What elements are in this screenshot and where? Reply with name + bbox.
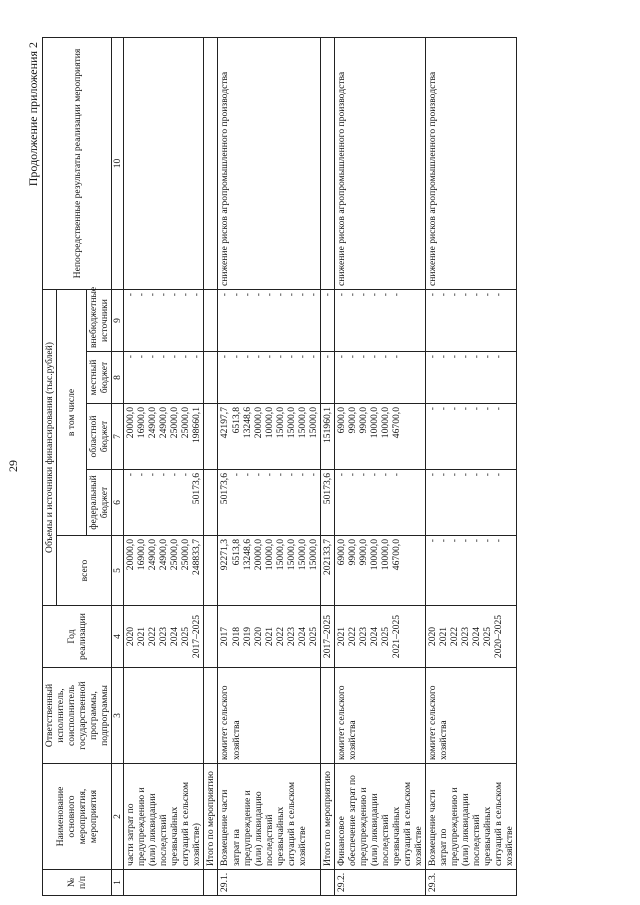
cell-value: 20000,0	[125, 407, 137, 439]
cell-value: -	[263, 292, 275, 297]
col-number: 7	[112, 404, 124, 470]
cell-value: 2021	[136, 626, 148, 647]
cell-value: 24900,0	[147, 407, 159, 439]
cell-value: -	[379, 292, 391, 297]
result-text: снижение рисков агропромышленного производства	[218, 37, 320, 289]
cell-value: 2021–2025	[390, 614, 402, 659]
cell-value: 2022	[449, 626, 461, 647]
cell-value: 2022	[274, 626, 286, 647]
cell-value: -	[346, 292, 358, 297]
cell-value: -	[390, 473, 402, 477]
cell-value: 2023	[357, 626, 369, 647]
cell-value: -	[136, 355, 148, 359]
cell-value: 6900,0	[335, 539, 347, 566]
cell-value: -	[180, 292, 192, 297]
cell-value: -	[438, 473, 450, 477]
cell-value: 10000,0	[368, 407, 380, 439]
regional-list	[426, 404, 517, 470]
cell-value: 2025	[180, 626, 192, 647]
cell-value: 13248,6	[241, 407, 253, 439]
cell-value: -	[449, 292, 461, 297]
cell-value: 2025	[482, 626, 494, 647]
cell-value: -	[263, 355, 275, 359]
cell-value: -	[296, 292, 308, 297]
page-number: 29	[6, 460, 20, 472]
executor-name: комитет сельского хозяйства	[334, 668, 425, 764]
cell-value: -	[241, 473, 253, 477]
cell-value: -	[191, 355, 203, 359]
table-row	[334, 37, 425, 895]
cell-value: -	[460, 292, 472, 297]
cell-value: -	[169, 355, 181, 359]
header-total: всего	[57, 536, 112, 606]
col-number: 10	[112, 37, 124, 289]
cell-value: -	[252, 292, 264, 297]
header-executor: Ответственный исполнитель, соисполнитель государственной программы, подпрограммы	[43, 668, 112, 764]
cell-value: -	[147, 473, 159, 477]
cell-value: 10000,0	[263, 539, 275, 571]
cell-value: 25000,0	[169, 407, 181, 439]
cell-value: 16900,0	[136, 407, 148, 439]
year-list	[204, 606, 218, 668]
cell-value: 50173,6	[191, 473, 203, 505]
local-list	[204, 352, 218, 404]
table-row	[124, 37, 204, 895]
cell-value: -	[427, 355, 439, 359]
federal-list	[204, 470, 218, 536]
col-number: 8	[112, 352, 124, 404]
column-numbers-row	[112, 37, 124, 895]
cell-value: -	[460, 473, 472, 477]
header-incl: в том числе	[57, 289, 87, 535]
cell-value: 9900,0	[346, 407, 358, 434]
regional-list	[204, 404, 218, 470]
cell-value: -	[147, 355, 159, 359]
local-list	[218, 352, 320, 404]
cell-value: -	[252, 355, 264, 359]
cell-value: 20000,0	[125, 539, 137, 571]
total-list	[320, 536, 334, 606]
cell-value: 15000,0	[296, 407, 308, 439]
cell-value: -	[274, 473, 286, 477]
header-year: Год реализации	[43, 606, 112, 668]
offbudget-list	[320, 289, 334, 351]
cell-value: -	[493, 407, 505, 411]
table-row	[218, 37, 320, 895]
cell-value: 2024	[296, 626, 308, 647]
result-text: снижение рисков агропромышленного производства	[426, 37, 517, 289]
cell-value: -	[296, 473, 308, 477]
cell-value: -	[357, 292, 369, 297]
cell-value: -	[285, 292, 297, 297]
cell-value: 202133,7	[321, 539, 333, 575]
executor-name: комитет сельского хозяйства	[426, 668, 517, 764]
cell-value: 46700,0	[390, 407, 402, 439]
cell-value: 6900,0	[335, 407, 347, 434]
cell-value: 2020	[125, 626, 137, 647]
cell-value: 15000,0	[307, 407, 319, 439]
cell-value: 10000,0	[368, 539, 380, 571]
cell-value: 2022	[346, 626, 358, 647]
total-list	[204, 536, 218, 606]
cell-value: 25000,0	[180, 407, 192, 439]
cell-value: 6513,8	[230, 539, 242, 566]
cell-value: -	[158, 292, 170, 297]
cell-value: -	[169, 473, 181, 477]
cell-value: -	[230, 355, 242, 359]
row-number: 29.3.	[426, 870, 517, 896]
col-number: 1	[112, 870, 124, 896]
cell-value: -	[482, 355, 494, 359]
cell-value: 16900,0	[136, 539, 148, 571]
cell-value: -	[493, 539, 505, 543]
cell-value: -	[219, 355, 231, 359]
cell-value: 25000,0	[180, 539, 192, 571]
offbudget-list	[204, 289, 218, 351]
row-number: 29.1.	[218, 870, 320, 896]
cell-value: 2017–2025	[321, 614, 333, 659]
cell-value: 9900,0	[357, 407, 369, 434]
regional-list	[218, 404, 320, 470]
cell-value: -	[379, 473, 391, 477]
cell-value: 24900,0	[147, 539, 159, 571]
cell-value: 42197,7	[219, 407, 231, 439]
total-list	[334, 536, 425, 606]
cell-value: 10000,0	[379, 407, 391, 439]
cell-value: -	[427, 292, 439, 297]
rotated-table-sheet	[4, 32, 624, 900]
cell-value: 9900,0	[346, 539, 358, 566]
table-row	[426, 37, 517, 895]
cell-value: -	[285, 355, 297, 359]
cell-value: -	[427, 407, 439, 411]
measure-name: Итого по мероприятию	[204, 764, 218, 870]
row-number	[124, 870, 204, 896]
cell-value: 6513,8	[230, 407, 242, 434]
cell-value: -	[335, 292, 347, 297]
cell-value: -	[346, 355, 358, 359]
cell-value: -	[230, 473, 242, 477]
cell-value: 2017–2025	[191, 614, 203, 659]
cell-value: 2022	[147, 626, 159, 647]
cell-value: 92271,3	[219, 539, 231, 571]
cell-value: -	[460, 355, 472, 359]
year-list	[124, 606, 204, 668]
header-offbudget: внебюджетные источники	[87, 289, 112, 351]
col-number: 2	[112, 764, 124, 870]
cell-value: -	[471, 539, 483, 543]
cell-value: -	[449, 407, 461, 411]
cell-value: -	[180, 355, 192, 359]
local-list	[334, 352, 425, 404]
table-body	[124, 37, 517, 895]
cell-value: -	[230, 292, 242, 297]
year-list	[334, 606, 425, 668]
row-number	[320, 870, 334, 896]
continuation-label: Продолжение приложения 2	[26, 42, 40, 187]
cell-value: -	[438, 539, 450, 543]
regional-list	[334, 404, 425, 470]
cell-value: -	[482, 292, 494, 297]
total-list	[426, 536, 517, 606]
cell-value: 2019	[241, 626, 253, 647]
cell-value: -	[471, 473, 483, 477]
cell-value: -	[460, 539, 472, 543]
cell-value: -	[296, 355, 308, 359]
cell-value: 2020	[427, 626, 439, 647]
header-regional: областной бюджет	[87, 404, 112, 470]
cell-value: -	[274, 355, 286, 359]
cell-value: -	[321, 355, 333, 359]
local-list	[426, 352, 517, 404]
federal-list	[334, 470, 425, 536]
cell-value: 9900,0	[357, 539, 369, 566]
cell-value: -	[125, 292, 137, 297]
cell-value: 2020–2025	[493, 614, 505, 659]
local-list	[320, 352, 334, 404]
table-row	[204, 37, 218, 895]
cell-value: -	[147, 292, 159, 297]
measure-name: Итого по мероприятию	[320, 764, 334, 870]
cell-value: -	[125, 473, 137, 477]
local-list	[124, 352, 204, 404]
cell-value: 2024	[169, 626, 181, 647]
header-results: Непосредственные результаты реализации мероприятия	[43, 37, 112, 289]
header-federal: федеральный бюджет	[87, 470, 112, 536]
cell-value: -	[307, 355, 319, 359]
cell-value: -	[482, 407, 494, 411]
result-text: снижение рисков агропромышленного производства	[334, 37, 425, 289]
executor-name	[204, 668, 218, 764]
cell-value: 2023	[460, 626, 472, 647]
cell-value: 2017	[219, 626, 231, 647]
cell-value: -	[136, 473, 148, 477]
cell-value: -	[493, 355, 505, 359]
cell-value: 20000,0	[252, 539, 264, 571]
cell-value: -	[357, 355, 369, 359]
cell-value: -	[219, 292, 231, 297]
cell-value: 15000,0	[274, 539, 286, 571]
year-list	[218, 606, 320, 668]
measure-name: Финансовое обеспечение затрат по предупреждению и (или) ликвидации последствий чрезвычайных ситуаций в сельском хозяйстве	[334, 764, 425, 870]
table-row	[320, 37, 334, 895]
cell-value: 46700,0	[390, 539, 402, 571]
cell-value: -	[368, 292, 380, 297]
header-local: местный бюджет	[87, 352, 112, 404]
col-number: 3	[112, 668, 124, 764]
cell-value: 24900,0	[158, 539, 170, 571]
header-name: Наименование основного мероприятия, мероприятия	[43, 764, 112, 870]
cell-value: -	[390, 355, 402, 359]
col-number: 9	[112, 289, 124, 351]
cell-value: -	[438, 292, 450, 297]
cell-value: 2021	[335, 626, 347, 647]
cell-value: 2025	[307, 626, 319, 647]
cell-value: -	[335, 473, 347, 477]
cell-value: 2023	[158, 626, 170, 647]
cell-value: -	[357, 473, 369, 477]
offbudget-list	[334, 289, 425, 351]
cell-value: -	[158, 473, 170, 477]
cell-value: -	[307, 473, 319, 477]
regional-list	[320, 404, 334, 470]
row-number: 29.2.	[334, 870, 425, 896]
cell-value: -	[274, 292, 286, 297]
header-volumes: Объемы и источники финансирования (тыс.рублей)	[43, 289, 57, 605]
cell-value: -	[321, 292, 333, 297]
cell-value: 50173,6	[321, 473, 333, 505]
cell-value: 15000,0	[307, 539, 319, 571]
result-text	[320, 37, 334, 289]
executor-name	[320, 668, 334, 764]
cell-value: 50173,6	[219, 473, 231, 505]
cell-value: 15000,0	[296, 539, 308, 571]
cell-value: 2020	[252, 626, 264, 647]
cell-value: 15000,0	[285, 407, 297, 439]
cell-value: -	[379, 355, 391, 359]
cell-value: 2025	[379, 626, 391, 647]
cell-value: 2024	[471, 626, 483, 647]
cell-value: 2023	[285, 626, 297, 647]
cell-value: -	[335, 355, 347, 359]
cell-value: 10000,0	[263, 407, 275, 439]
cell-value: -	[263, 473, 275, 477]
header-num: № п/п	[43, 870, 112, 896]
cell-value: 15000,0	[274, 407, 286, 439]
offbudget-list	[426, 289, 517, 351]
cell-value: 2024	[368, 626, 380, 647]
cell-value: -	[471, 407, 483, 411]
cell-value: -	[180, 473, 192, 477]
cell-value: 25000,0	[169, 539, 181, 571]
executor-name	[124, 668, 204, 764]
cell-value: -	[471, 292, 483, 297]
federal-list	[218, 470, 320, 536]
cell-value: -	[241, 355, 253, 359]
cell-value: -	[493, 292, 505, 297]
cell-value: 24900,0	[158, 407, 170, 439]
col-number: 6	[112, 470, 124, 536]
financing-table	[42, 37, 517, 896]
federal-list	[426, 470, 517, 536]
cell-value: -	[169, 292, 181, 297]
cell-value: 13248,6	[241, 539, 253, 571]
col-number: 5	[112, 536, 124, 606]
year-list	[426, 606, 517, 668]
cell-value: -	[368, 473, 380, 477]
cell-value: 2021	[263, 626, 275, 647]
cell-value: 10000,0	[379, 539, 391, 571]
cell-value: 248833,7	[191, 539, 203, 575]
cell-value: -	[449, 473, 461, 477]
measure-name: Возмещение части затрат по предупреждению и (или) ликвидации последствий чрезвычайных ситуаций в сельском хозяйстве	[426, 764, 517, 870]
cell-value: -	[158, 355, 170, 359]
cell-value: -	[449, 539, 461, 543]
cell-value: -	[346, 473, 358, 477]
cell-value: 2021	[438, 626, 450, 647]
result-text	[204, 37, 218, 289]
offbudget-list	[124, 289, 204, 351]
cell-value: -	[285, 473, 297, 477]
cell-value: -	[136, 292, 148, 297]
measure-name: Возмещение части затрат на предупреждение и (или) ликвидацию последствий чрезвычайных ситуаций в сельском хозяйстве	[218, 764, 320, 870]
cell-value: 198660,1	[191, 407, 203, 443]
cell-value: -	[427, 539, 439, 543]
cell-value: -	[493, 473, 505, 477]
cell-value: -	[449, 355, 461, 359]
cell-value: -	[368, 355, 380, 359]
cell-value: -	[390, 292, 402, 297]
cell-value: -	[438, 407, 450, 411]
cell-value: 15000,0	[285, 539, 297, 571]
total-list	[124, 536, 204, 606]
federal-list	[320, 470, 334, 536]
cell-value: -	[438, 355, 450, 359]
cell-value: -	[191, 292, 203, 297]
cell-value: -	[252, 473, 264, 477]
cell-value: -	[482, 473, 494, 477]
cell-value: -	[482, 539, 494, 543]
cell-value: -	[125, 355, 137, 359]
cell-value: -	[307, 292, 319, 297]
row-number	[204, 870, 218, 896]
result-text	[124, 37, 204, 289]
cell-value: -	[471, 355, 483, 359]
cell-value: -	[460, 407, 472, 411]
measure-name: части затрат по предупреждению и (или) ликвидации последствий чрезвычайных ситуаций в сельском хозяйстве)	[124, 764, 204, 870]
year-list	[320, 606, 334, 668]
cell-value: 20000,0	[252, 407, 264, 439]
cell-value: -	[427, 473, 439, 477]
regional-list	[124, 404, 204, 470]
cell-value: 151960,1	[321, 407, 333, 443]
total-list	[218, 536, 320, 606]
offbudget-list	[218, 289, 320, 351]
executor-name: комитет сельского хозяйства	[218, 668, 320, 764]
col-number: 4	[112, 606, 124, 668]
federal-list	[124, 470, 204, 536]
cell-value: -	[241, 292, 253, 297]
cell-value: 2018	[230, 626, 242, 647]
